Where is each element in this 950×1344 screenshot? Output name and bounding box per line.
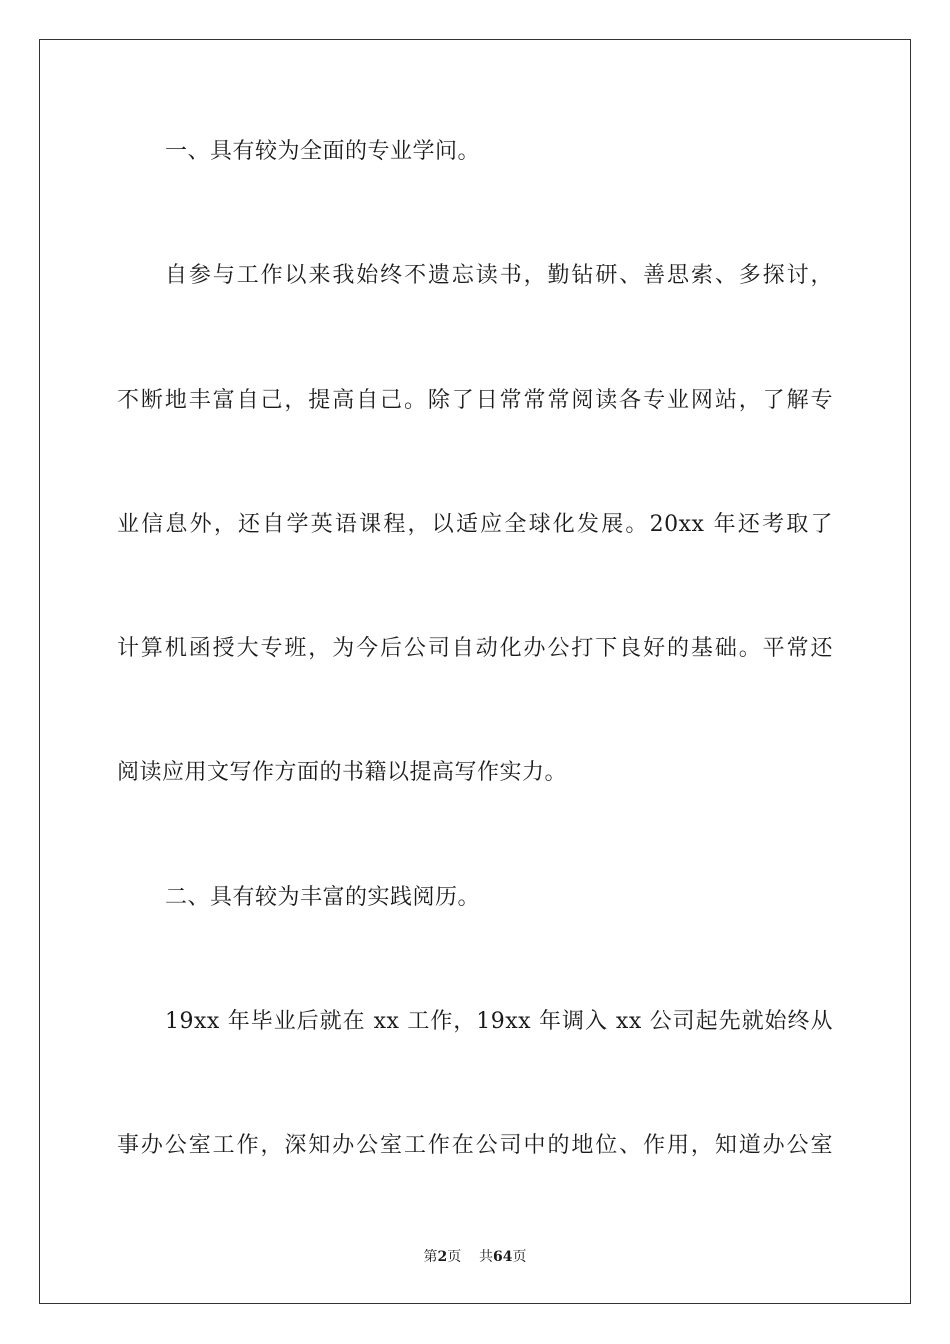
paragraph-line: 自参与工作以来我始终不遗忘读书，勤钻研、善思索、多探讨， (165, 263, 833, 288)
page-frame (39, 39, 911, 1304)
footer-page-suffix: 页 (447, 1249, 462, 1265)
page-footer (0, 1248, 950, 1266)
heading-section-2: 二、具有较为丰富的实践阅历。 (165, 885, 481, 910)
paragraph-line: 事办公室工作，深知办公室工作在公司中的地位、作用，知道办公室 (117, 1133, 833, 1158)
footer-page-prefix: 第 (423, 1249, 438, 1265)
heading-section-1: 一、具有较为全面的专业学问。 (165, 139, 481, 164)
footer-total-suffix: 页 (512, 1249, 527, 1265)
footer-total-prefix: 共 (479, 1249, 494, 1265)
paragraph-line: 业信息外，还自学英语课程，以适应全球化发展。20xx 年还考取了 (117, 512, 833, 537)
paragraph-line: 阅读应用文写作方面的书籍以提高写作实力。 (117, 760, 568, 785)
footer-page-number: 2 (437, 1249, 448, 1265)
footer-total-pages: 64 (493, 1249, 513, 1265)
paragraph-line: 不断地丰富自己，提高自己。除了日常常常阅读各专业网站，了解专 (117, 388, 833, 413)
paragraph-line: 计算机函授大专班，为今后公司自动化办公打下良好的基础。平常还 (117, 636, 833, 661)
paragraph-line: 19xx 年毕业后就在 xx 工作，19xx 年调入 xx 公司起先就始终从 (165, 1009, 833, 1034)
